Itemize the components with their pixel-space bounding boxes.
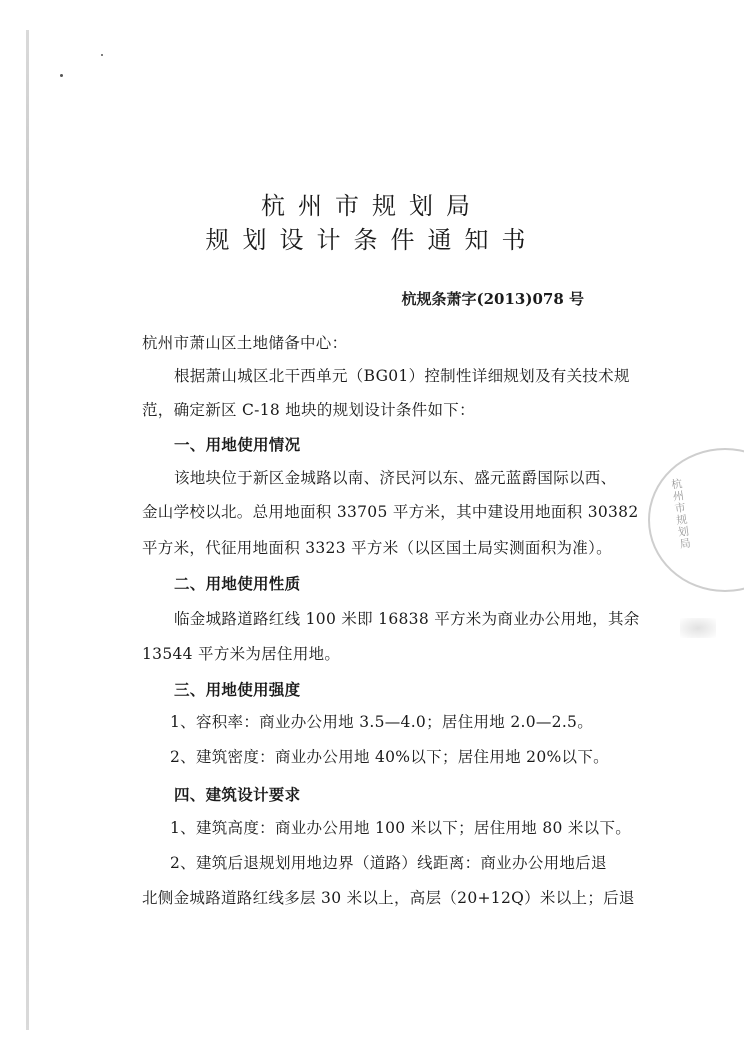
intro-line: 范，确定新区 C-18 地块的规划设计条件如下： [142,401,475,419]
paragraph-line: 金山学校以北。总用地面积 33705 平方米，其中建设用地面积 30382 [142,503,639,521]
scan-speck [101,54,103,56]
section-heading: 一、用地使用情况 [174,435,301,454]
paragraph-line: 临金城路道路红线 100 米即 16838 平方米为商业办公用地，其余 [174,610,640,628]
paragraph-line: 北侧金城路道路红线多层 30 米以上，高层（20+12Q）米以上；后退 [142,889,635,907]
paragraph-line: 该地块位于新区金城路以南、济民河以东、盛元蓝爵国际以西、 [174,469,617,487]
paragraph-line: 2、建筑密度：商业办公用地 40%以下；居住用地 20%以下。 [170,748,609,766]
scan-edge-shadow [26,30,29,1030]
paragraph-line: 平方米，代征用地面积 3323 平方米（以区国土局实测面积为准）。 [142,539,612,557]
section-heading: 四、建筑设计要求 [174,785,301,804]
paragraph-line: 2、建筑后退规划用地边界（道路）线距离：商业办公用地后退 [170,854,607,872]
scan-speck [60,74,63,77]
official-seal [648,448,744,592]
section-heading: 二、用地使用性质 [174,574,301,593]
paragraph-line: 1、建筑高度：商业办公用地 100 米以下；居住用地 80 米以下。 [170,819,632,837]
official-seal-text: 杭州市规划局 [669,477,692,551]
document-number: 杭规条萧字(2013)078 号 [401,290,584,308]
agency-title: 杭州市规划局 [261,192,483,220]
addressee: 杭州市萧山区土地储备中心： [142,334,348,352]
document-title: 规划设计条件通知书 [205,226,539,254]
paragraph-line: 1、容积率：商业办公用地 3.5—4.0；居住用地 2.0—2.5。 [170,713,594,731]
stamp-smudge [680,618,716,638]
paragraph-line: 13544 平方米为居住用地。 [142,645,341,663]
section-heading: 三、用地使用强度 [174,680,301,699]
intro-line: 根据萧山城区北干西单元（BG01）控制性详细规划及有关技术规 [174,367,630,385]
